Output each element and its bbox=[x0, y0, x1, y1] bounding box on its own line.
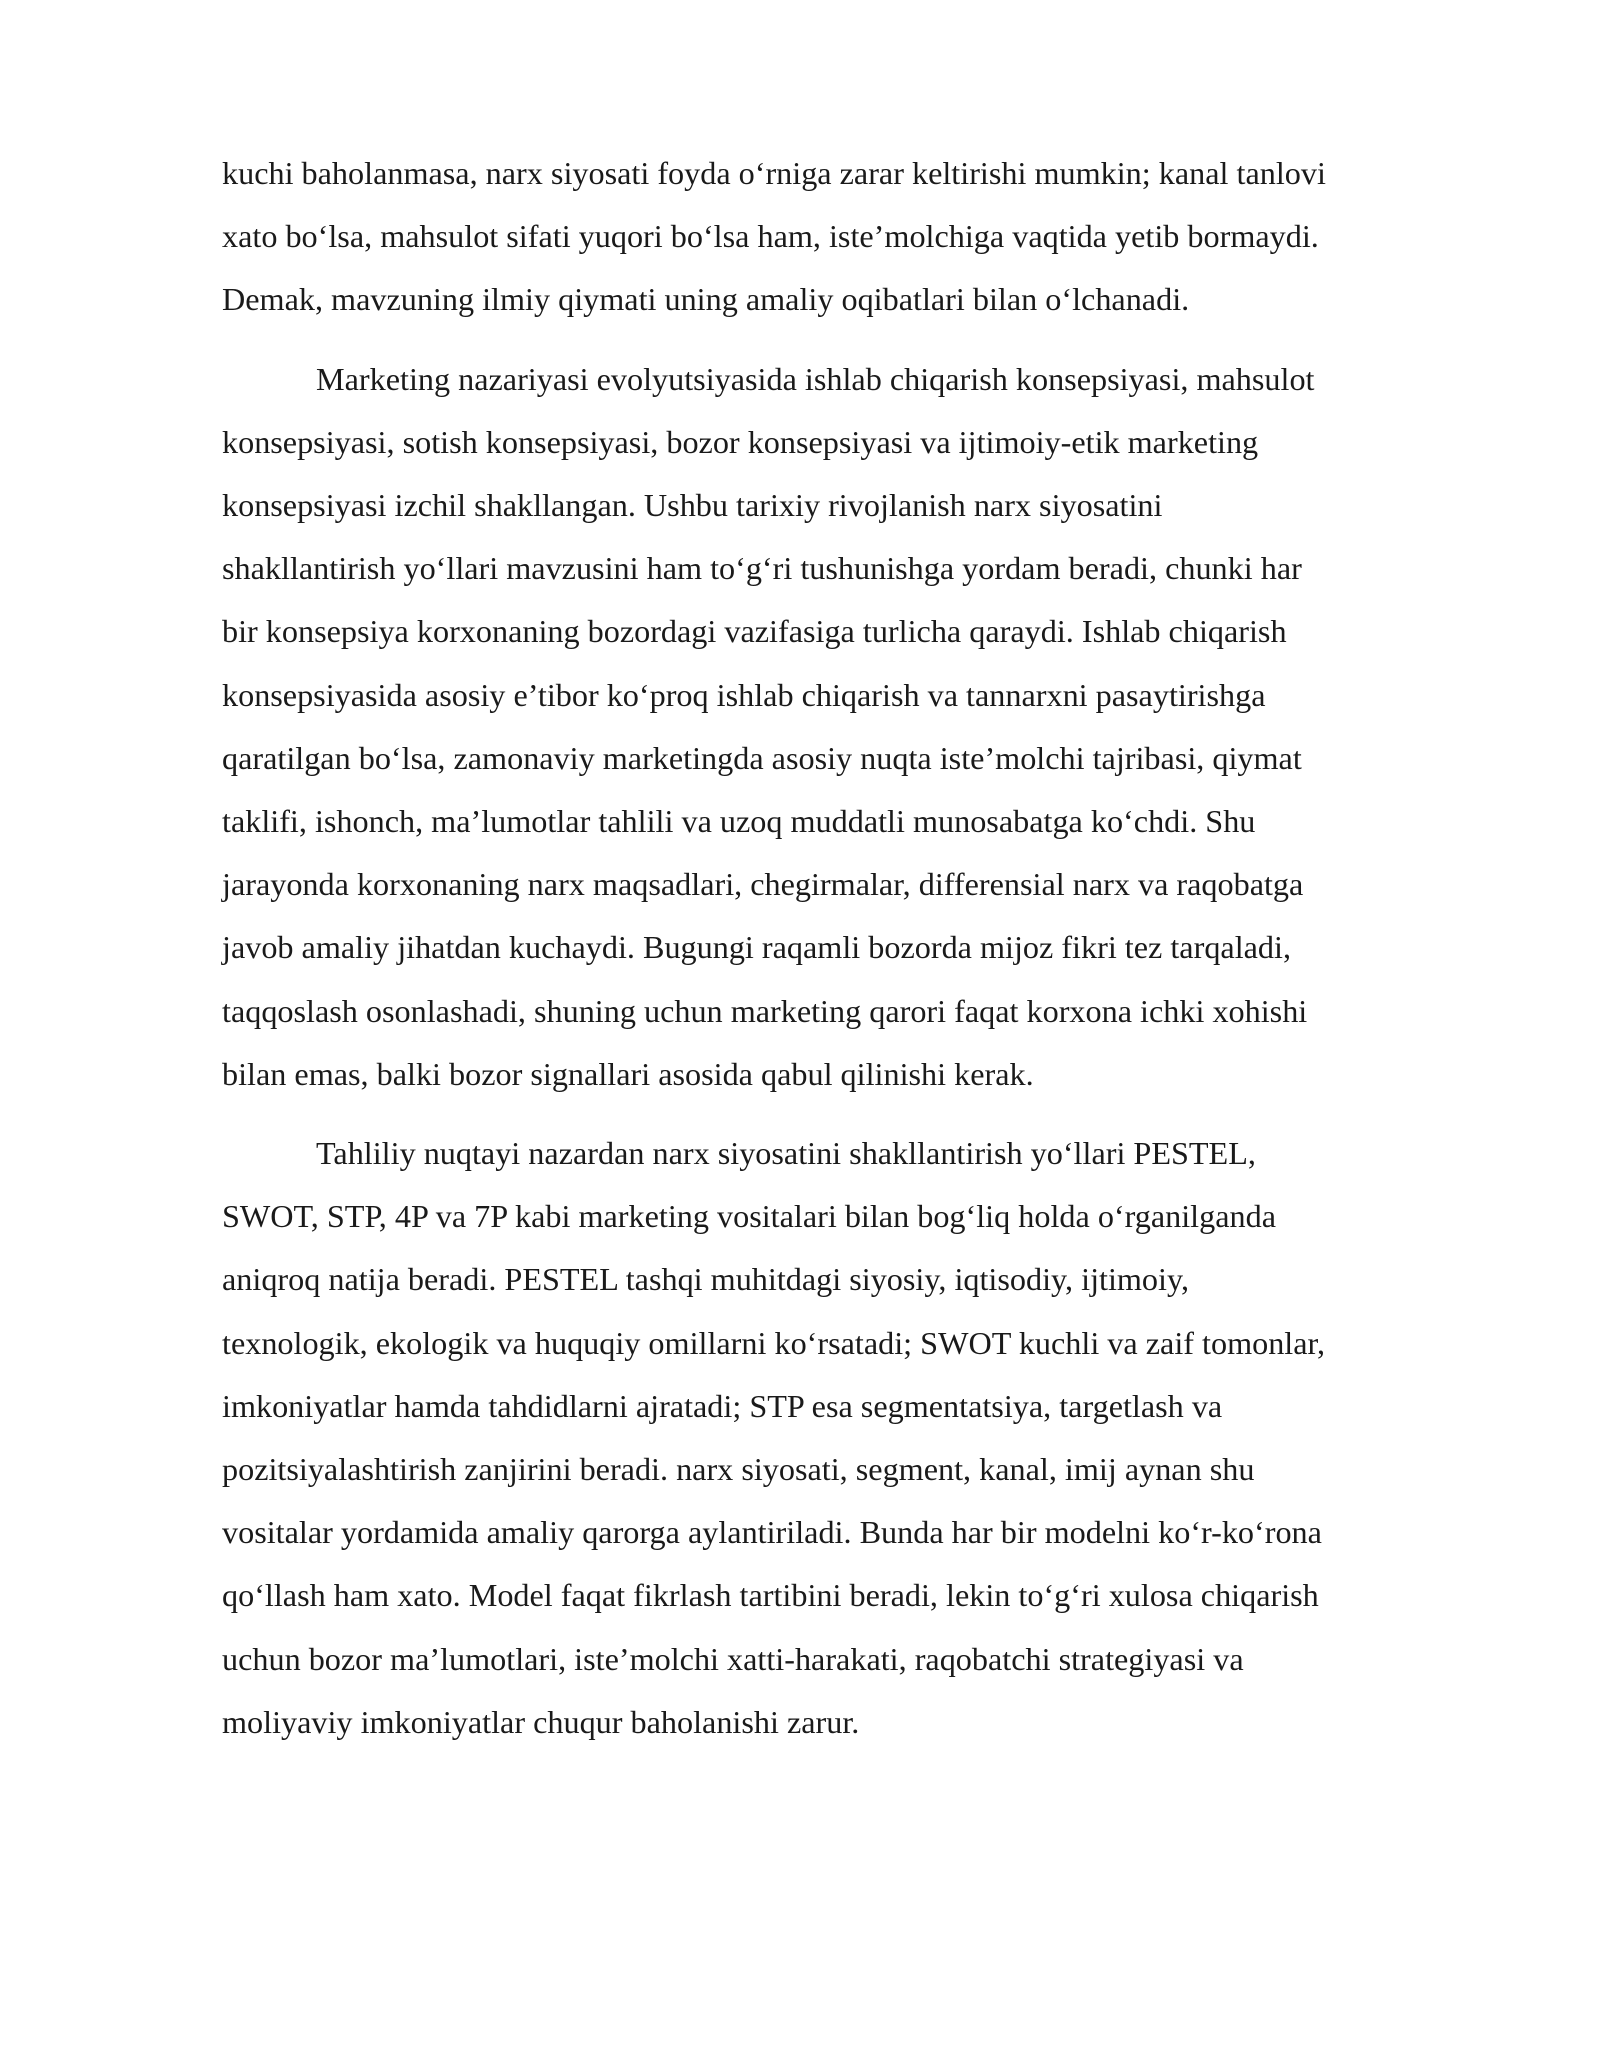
paragraph-1 bbox=[222, 142, 1484, 332]
text-line: vositalar yordamida amaliy qarorga aylantiriladi. Bunda har bir modelni ko‘r-ko‘rona bbox=[222, 1514, 1322, 1551]
text-line: pozitsiyalashtirish zanjirini beradi. narx siyosati, segment, kanal, imij aynan shu bbox=[222, 1451, 1255, 1488]
text-line: texnologik, ekologik va huquqiy omillarni ko‘rsatadi; SWOT kuchli va zaif tomonlar, bbox=[222, 1324, 1326, 1361]
text-line: Marketing nazariyasi evolyutsiyasida ishlab chiqarish konsepsiyasi, mahsulot bbox=[316, 360, 1315, 397]
text-line: qaratilgan bo‘lsa, zamonaviy marketingda asosiy nuqta iste’molchi tajribasi, qiymat bbox=[222, 739, 1302, 776]
document-body bbox=[222, 142, 1484, 1770]
text-line: moliyaviy imkoniyatlar chuqur baholanishi zarur. bbox=[222, 1703, 860, 1740]
text-line: konsepsiyasi, sotish konsepsiyasi, bozor konsepsiyasi va ijtimoiy-etik marketing bbox=[222, 423, 1259, 460]
paragraph-2 bbox=[222, 348, 1484, 1106]
paragraph-3 bbox=[222, 1122, 1484, 1754]
text-line: Demak, mavzuning ilmiy qiymati uning amaliy oqibatlari bilan o‘lchanadi. bbox=[222, 281, 1190, 318]
text-line: imkoniyatlar hamda tahdidlarni ajratadi; STP esa segmentatsiya, targetlash va bbox=[222, 1387, 1223, 1424]
text-line: Tahliliy nuqtayi nazardan narx siyosatini shakllantirish yo‘llari PESTEL, bbox=[316, 1135, 1256, 1172]
text-line: aniqroq natija beradi. PESTEL tashqi muhitdagi siyosiy, iqtisodiy, ijtimoiy, bbox=[222, 1261, 1190, 1298]
text-line: konsepsiyasi izchil shakllangan. Ushbu tarixiy rivojlanish narx siyosatini bbox=[222, 487, 1163, 524]
text-line: uchun bozor ma’lumotlari, iste’molchi xatti-harakati, raqobatchi strategiyasi va bbox=[222, 1640, 1244, 1677]
text-line: konsepsiyasida asosiy e’tibor ko‘proq ishlab chiqarish va tannarxni pasaytirishga bbox=[222, 676, 1266, 713]
text-line: shakllantirish yo‘llari mavzusini ham to‘g‘ri tushunishga yordam beradi, chunki har bbox=[222, 550, 1302, 587]
text-line: xato bo‘lsa, mahsulot sifati yuqori bo‘lsa ham, iste’molchiga vaqtida yetib bormaydi. bbox=[222, 218, 1319, 255]
text-line: taklifi, ishonch, ma’lumotlar tahlili va uzoq muddatli munosabatga ko‘chdi. Shu bbox=[222, 803, 1256, 840]
text-line: SWOT, STP, 4P va 7P kabi marketing vositalari bilan bog‘liq holda o‘rganilganda bbox=[222, 1198, 1276, 1235]
text-line: qo‘llash ham xato. Model faqat fikrlash tartibini beradi, lekin to‘g‘ri xulosa chiqarish bbox=[222, 1577, 1319, 1614]
text-line: javob amaliy jihatdan kuchaydi. Bugungi raqamli bozorda mijoz fikri tez tarqaladi, bbox=[222, 929, 1292, 966]
text-line: bir konsepsiya korxonaning bozordagi vazifasiga turlicha qaraydi. Ishlab chiqarish bbox=[222, 613, 1287, 650]
text-line: taqqoslash osonlashadi, shuning uchun marketing qarori faqat korxona ichki xohishi bbox=[222, 992, 1308, 1029]
text-line: bilan emas, balki bozor signallari asosida qabul qilinishi kerak. bbox=[222, 1055, 1034, 1092]
text-line: jarayonda korxonaning narx maqsadlari, chegirmalar, differensial narx va raqobatga bbox=[222, 866, 1304, 903]
text-line: kuchi baholanmasa, narx siyosati foyda o‘rniga zarar keltirishi mumkin; kanal tanlovi bbox=[222, 155, 1326, 191]
